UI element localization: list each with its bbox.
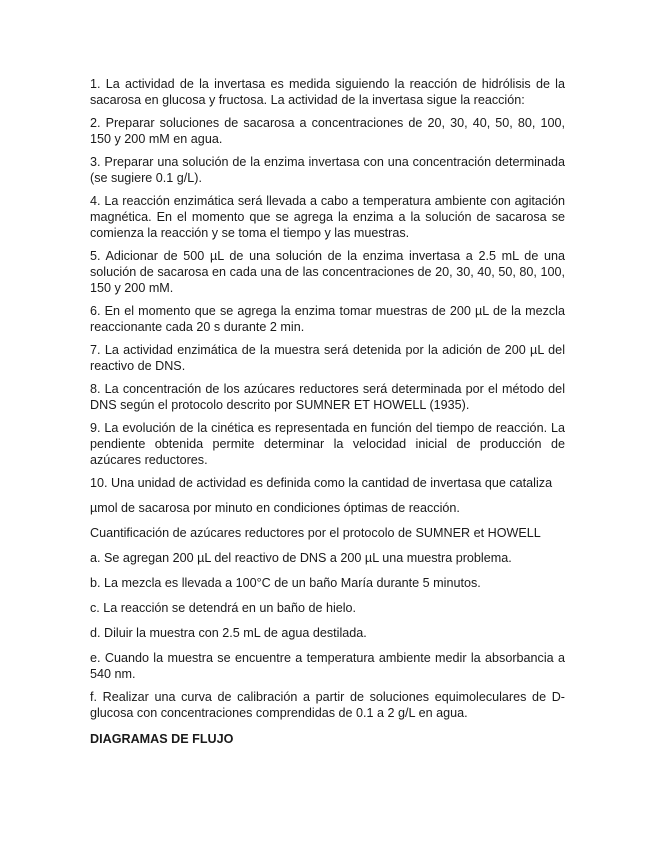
step-f-paragraph: f. Realizar una curva de calibración a partir de soluciones equimoleculares de D-glucosa con concentraciones comprendidas de 0.1 a 2 g/L en agua. (90, 690, 565, 720)
flow-diagrams-heading: DIAGRAMAS DE FLUJO (90, 732, 234, 746)
document-page (90, 76, 565, 747)
step-2-paragraph: 2. Preparar soluciones de sacarosa a concentraciones de 20, 30, 40, 50, 80, 100, 150 y 200 mM en agua. (90, 116, 565, 146)
step-e-paragraph: e. Cuando la muestra se encuentre a temperatura ambiente medir la absorbancia a 540 nm. (90, 651, 565, 681)
step-3-paragraph: 3. Preparar una solución de la enzima invertasa con una concentración determinada (se sugiere 0.1 g/L). (90, 155, 565, 185)
step-d-paragraph: d. Diluir la muestra con 2.5 mL de agua destilada. (90, 626, 367, 640)
step-10-paragraph: 10. Una unidad de actividad es definida como la cantidad de invertasa que cataliza (90, 476, 553, 490)
quantification-title: Cuantificación de azúcares reductores por el protocolo de SUMNER et HOWELL (90, 526, 541, 540)
step-a-paragraph: a. Se agregan 200 µL del reactivo de DNS a 200 µL una muestra problema. (90, 551, 512, 565)
step-c-paragraph: c. La reacción se detendrá en un baño de hielo. (90, 601, 357, 615)
step-9-paragraph: 9. La evolución de la cinética es representada en función del tiempo de reacción. La pendiente obtenida permite determinar la velocidad inicial de producción de azúcares reductores. (90, 421, 565, 467)
step-1-paragraph: 1. La actividad de la invertasa es medida siguiendo la reacción de hidrólisis de la sacarosa en glucosa y fructosa. La actividad de la invertasa sigue la reacción: (90, 77, 565, 107)
step-6-paragraph: 6. En el momento que se agrega la enzima tomar muestras de 200 µL de la mezcla reaccionante cada 20 s durante 2 min. (90, 304, 565, 334)
step-5-paragraph: 5. Adicionar de 500 µL de una solución de la enzima invertasa a 2.5 mL de una solución de sacarosa en cada una de las concentraciones de 20, 30, 40, 50, 80, 100, 150 y 200 mM. (90, 249, 565, 295)
step-b-paragraph: b. La mezcla es llevada a 100°C de un baño María durante 5 minutos. (90, 576, 481, 590)
step-8-paragraph: 8. La concentración de los azúcares reductores será determinada por el método del DNS según el protocolo descrito por SUMNER ET HOWELL (1935). (90, 382, 565, 412)
step-7-paragraph: 7. La actividad enzimática de la muestra será detenida por la adición de 200 µL del reactivo de DNS. (90, 343, 565, 373)
step-10-continuation: µmol de sacarosa por minuto en condiciones óptimas de reacción. (90, 501, 460, 515)
step-4-paragraph: 4. La reacción enzimática será llevada a cabo a temperatura ambiente con agitación magnética. En el momento que se agrega la enzima a la solución de sacarosa se comienza la reacción y se toma el tiempo y las muestras. (90, 194, 565, 240)
